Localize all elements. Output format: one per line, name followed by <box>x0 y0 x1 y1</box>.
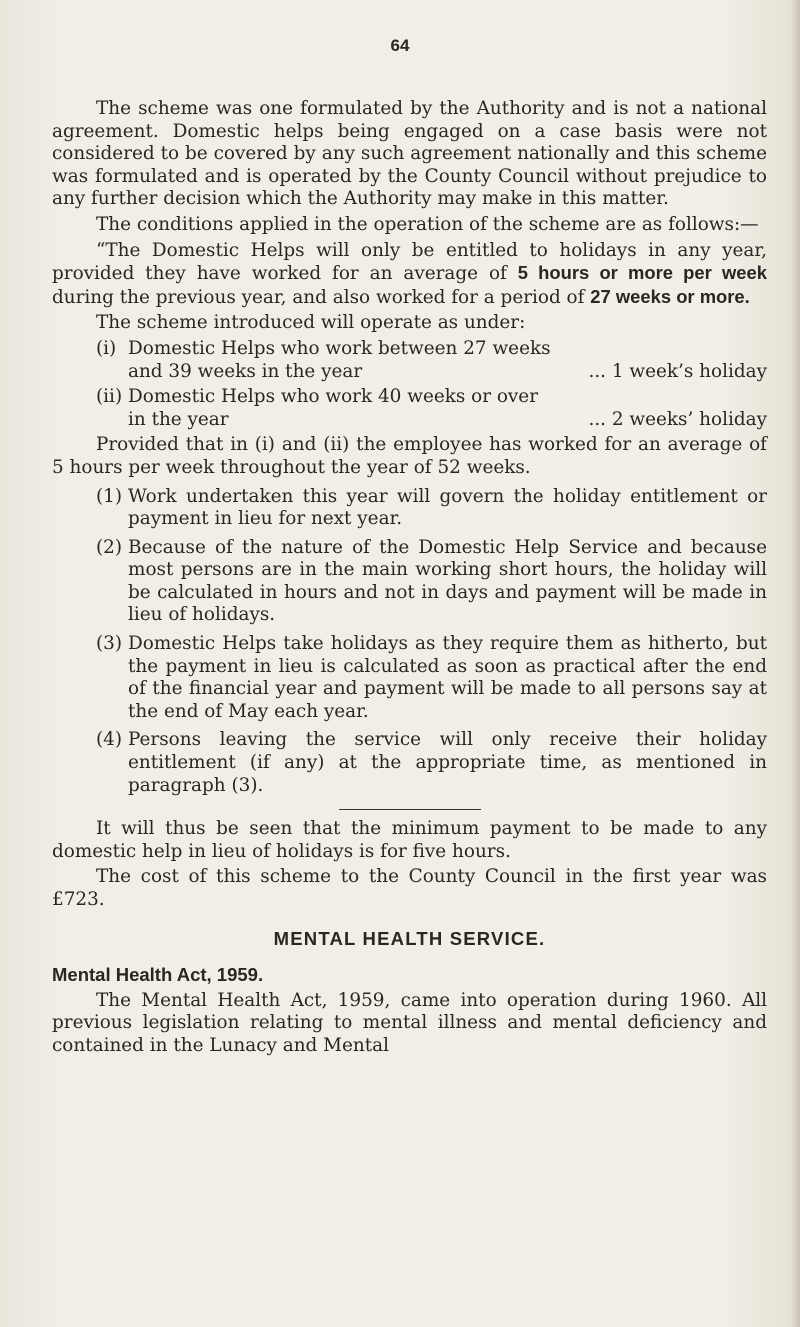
sub-heading: Mental Health Act, 1959. <box>52 964 264 986</box>
quote-emphasis-hours: 5 hours or more per week <box>517 262 767 284</box>
paragraph-cost: The cost of this scheme to the County Council in the first year was £723. <box>52 866 767 910</box>
numbered-item <box>96 633 767 723</box>
paragraph-provided: Provided that in (i) and (ii) the employee has worked for an average of 5 hours per week throughout the year of 52 weeks. <box>52 434 767 478</box>
numbered-item-number: (3) <box>96 633 123 655</box>
numbered-item-text: Domestic Helps take holidays as they require them as hitherto, but the payment in lieu is calculated as soon as practical after the end of the financial year and payment will be made to all persons say at the end of May each year. <box>128 633 767 722</box>
paragraph-conditions: The conditions applied in the operation of the scheme are as follows:— <box>96 213 759 235</box>
numbered-item-number: (1) <box>96 485 123 507</box>
schedule-item-line2: and 39 weeks in the year <box>128 360 363 382</box>
paragraph-introduced: The scheme introduced will operate as under: <box>96 312 526 334</box>
schedule-item-number: (ii) <box>96 386 123 408</box>
numbered-item <box>96 729 767 797</box>
schedule-item-number: (i) <box>96 337 117 359</box>
numbered-item-text: Because of the nature of the Domestic Help Service and because most persons are in the main working short hours, the holiday will be calculated in hours and not in days and payment will be made in lieu of holidays. <box>128 536 767 626</box>
numbered-item-text: Work undertaken this year will govern the holiday entitlement or payment in lieu for next year. <box>128 485 767 530</box>
quote-text-1: “The Domestic Helps will only be entitled to holidays in any year, provided they have worked for an average of <box>52 239 767 285</box>
section-heading: MENTAL HEALTH SERVICE. <box>273 927 546 949</box>
quote-text-2: during the previous year, and also worked for a period of <box>52 286 591 308</box>
numbered-item-number: (4) <box>96 729 123 751</box>
divider-rule <box>339 809 481 810</box>
numbered-item <box>96 537 767 627</box>
paragraph-mental-health-act: The Mental Health Act, 1959, came into operation during 1960. All previous legislation relating to mental illness and mental deficiency and contained in the Lunacy and Mental <box>52 989 767 1056</box>
schedule-item-line2: in the year <box>128 408 229 430</box>
schedule-item-line1: Domestic Helps who work between 27 weeks <box>128 337 551 359</box>
paragraph-intro: The scheme was one formulated by the Authority and is not a national agreement. Domestic helps being engaged on a case basis were not considered to be covered by any such agreement nationally and this scheme was formulated and is operated by the County Council without prejudice to any further decision which the Authority may make in this matter. <box>52 98 767 210</box>
paragraph-quote <box>52 240 767 310</box>
page-number: 64 <box>390 36 410 55</box>
schedule-item <box>96 386 767 431</box>
schedule-item-entitlement: ... 1 week’s holiday <box>588 360 767 382</box>
page-edge-shadow <box>790 0 800 1327</box>
body-text <box>52 98 767 1058</box>
numbered-item <box>96 486 767 531</box>
paragraph-minimum-payment: It will thus be seen that the minimum payment to be made to any domestic help in lieu of holidays is for five hours. <box>52 818 767 862</box>
schedule-item-entitlement: ... 2 weeks’ holiday <box>588 408 767 430</box>
schedule-item-line1: Domestic Helps who work 40 weeks or over <box>128 386 538 408</box>
numbered-item-number: (2) <box>96 536 123 558</box>
schedule-item <box>96 338 767 383</box>
quote-emphasis-weeks: 27 weeks or more. <box>590 285 750 307</box>
numbered-item-text: Persons leaving the service will only receive their holiday entitlement (if any) at the appropriate time, as mentioned in paragraph (3). <box>128 729 767 796</box>
